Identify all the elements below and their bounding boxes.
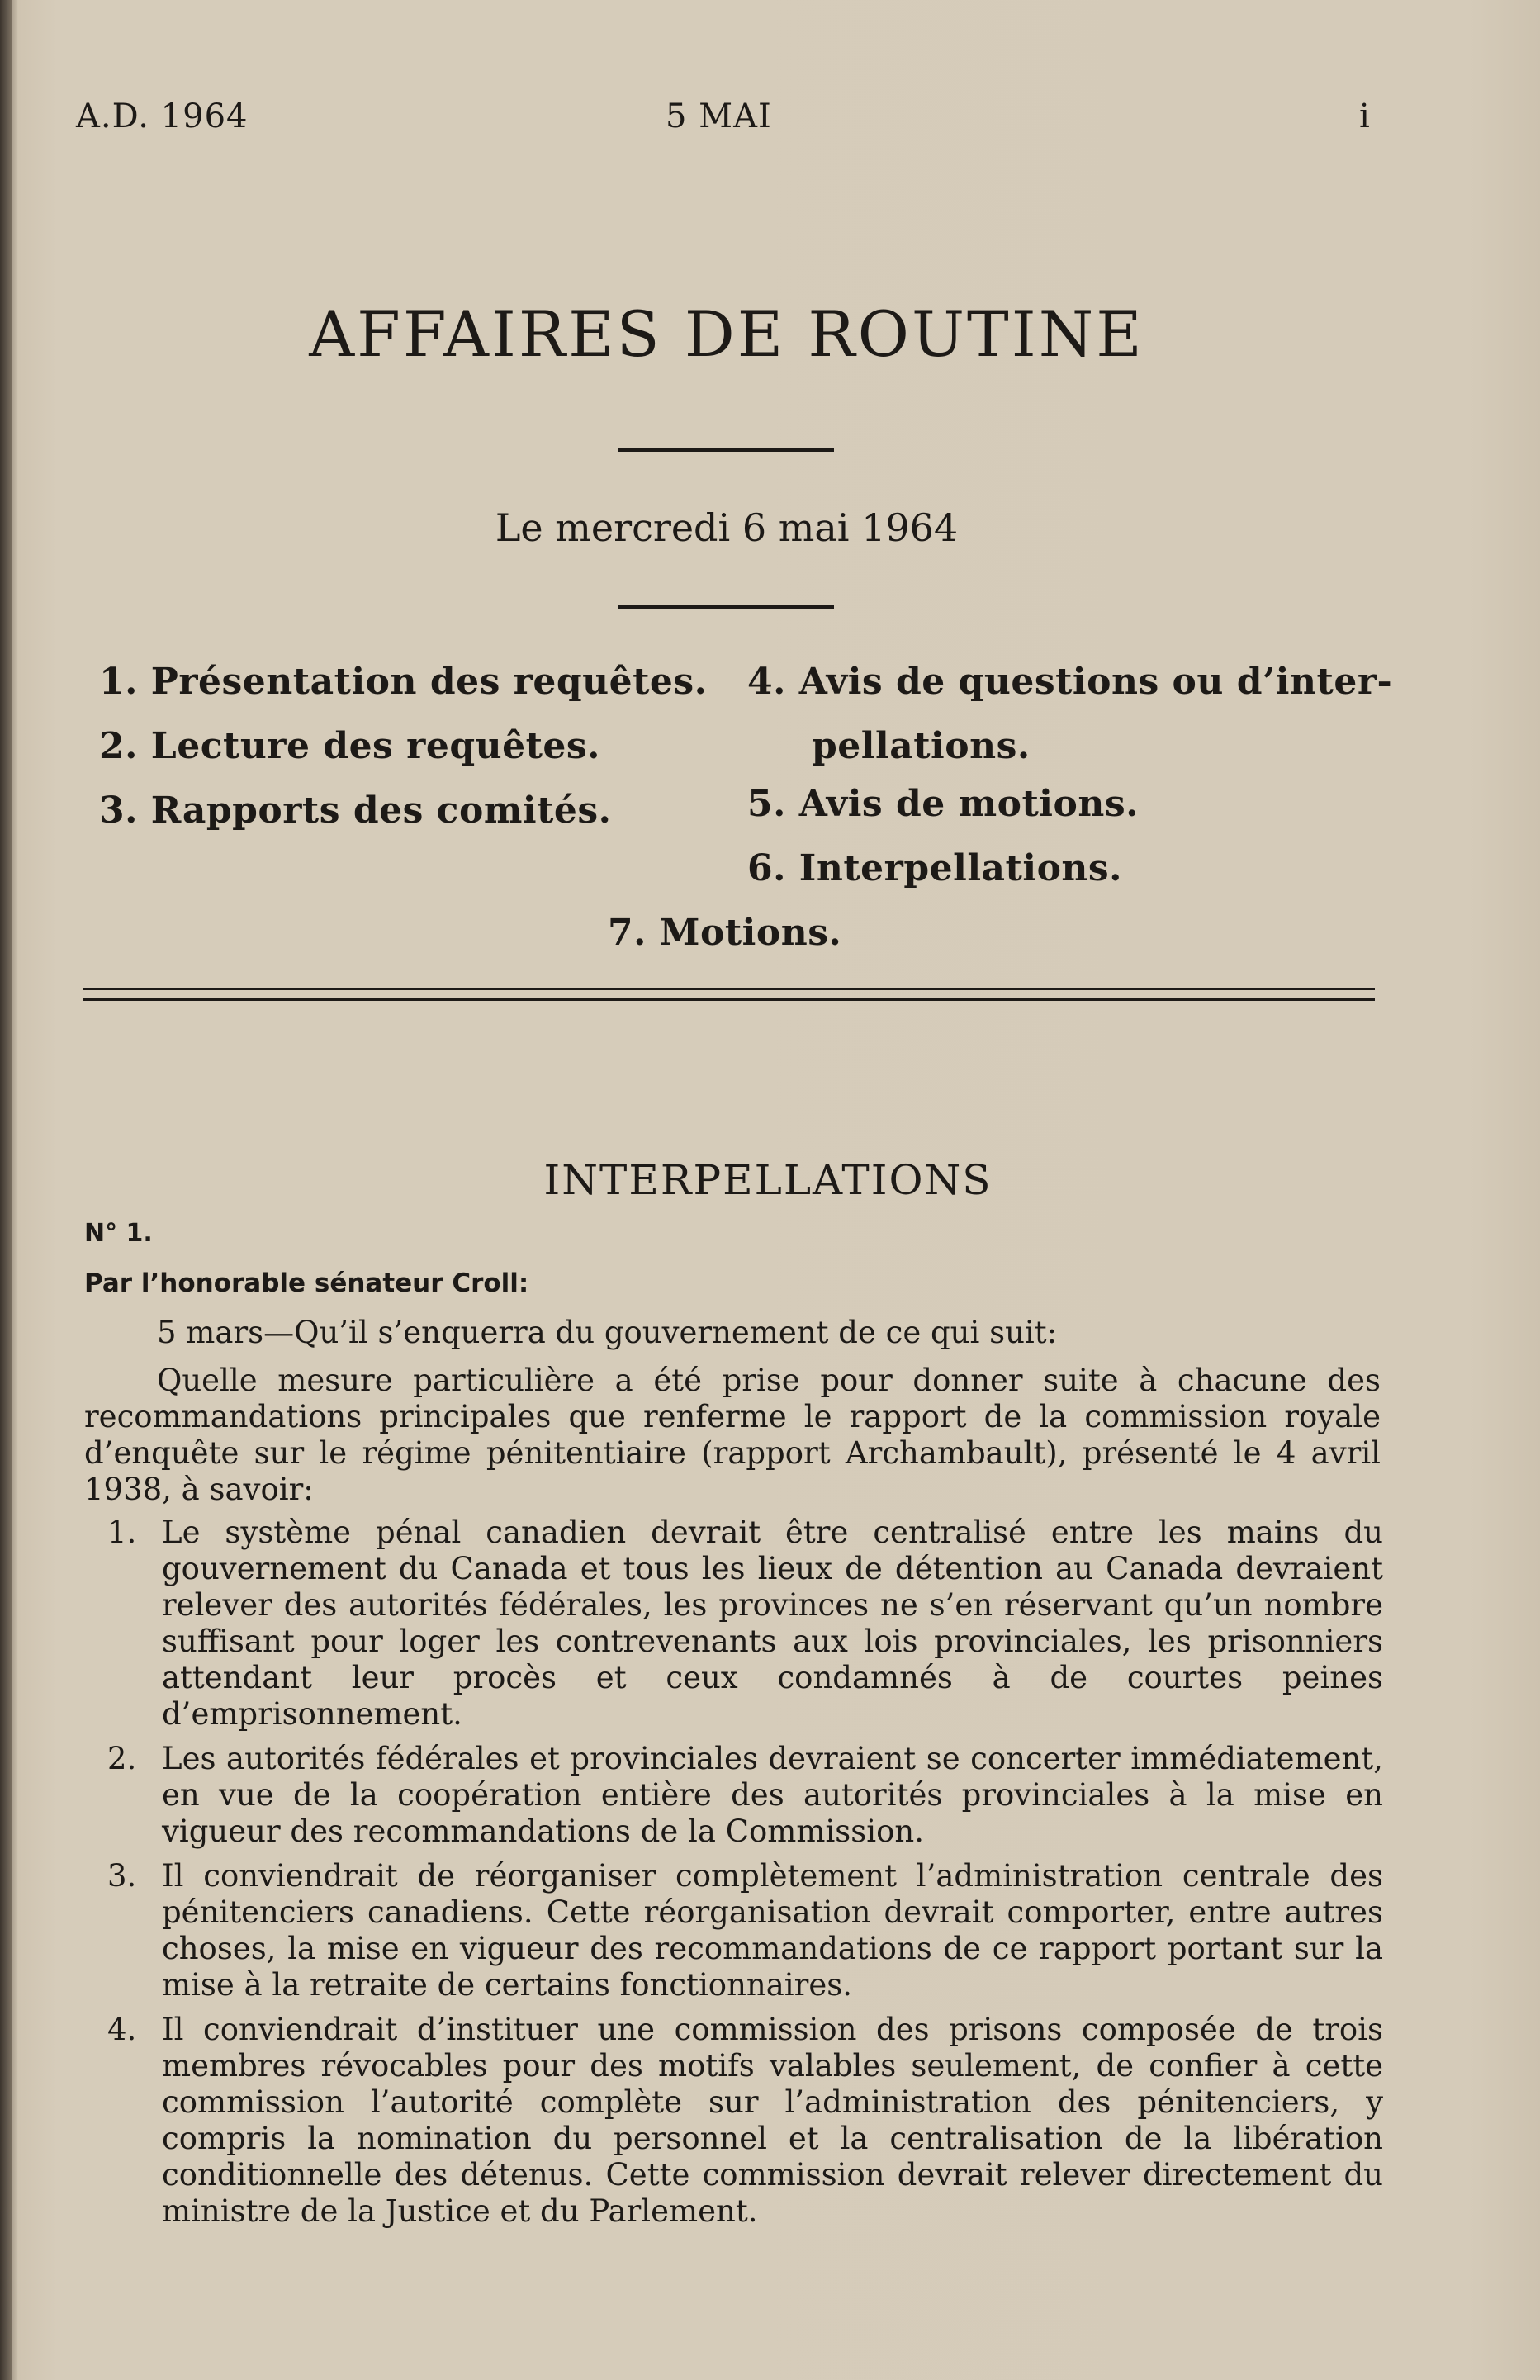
running-head-year: A.D. 1964 (76, 97, 249, 135)
recommendation-item (107, 2012, 1383, 2230)
order-item-label: Lecture des requêtes. (150, 725, 600, 767)
order-item (608, 912, 841, 954)
page-number: i (1359, 97, 1371, 135)
recommendation-number: 4. (107, 2012, 137, 2047)
recommendation-text: Le système pénal canadien devrait être centralisé entre les mains du gouvernement du Canada et tous les lieux de détention au Canada devraient relever des autorités fédérales, les provinces ne s’en réservant qu’un nombre suffisant pour loger les contrevenants aux lois provinciales, les prisonniers attendant leur procès et ceux condamnés à de courtes peines d’emprisonnement. (162, 1515, 1383, 1732)
question-intro: 5 mars—Qu’il s’enquerra du gouvernement de ce qui suit: (157, 1315, 1058, 1350)
order-item-number: 7. (608, 912, 647, 954)
sitting-date: Le mercredi 6 mai 1964 (495, 505, 959, 550)
order-item-number: 5. (747, 783, 786, 825)
order-item (747, 661, 1392, 703)
recommendation-text: Les autorités fédérales et provinciales devraient se concerter immédiatement, en vue de la coopération entière des autorités provinciales à la mise en vigueur des recommandations de la Commission. (162, 1741, 1383, 1849)
recommendation-text: Il conviendrait de réorganiser complètement l’administration centrale des pénitenciers canadiens. Cette réorganisation devrait comporter, entre autres choses, la mise en vigueur des recommandations de ce rapport portant sur la mise à la retraite de certains fonctionnaires. (162, 1858, 1383, 2003)
divider-rule (618, 448, 834, 452)
order-item (99, 725, 600, 767)
order-item-label: Présentation des requêtes. (150, 661, 708, 703)
order-item-label: Interpellations. (798, 847, 1123, 889)
recommendation-item (107, 1515, 1383, 1733)
recommendation-number: 1. (107, 1515, 137, 1550)
order-item-label: Avis de motions. (798, 783, 1139, 825)
question-lead-paragraph: Quelle mesure particulière a été prise pour donner suite à chacune des recommandations principales que renferme le rapport de la commission royale d’enquête sur le régime pénitentiaire (rapport Archambault), présenté le 4 avril 1938, à savoir: (84, 1363, 1381, 1507)
running-head-date: 5 MAI (666, 97, 772, 135)
order-item (747, 847, 1122, 889)
order-item-label: Rapports des comités. (150, 789, 612, 832)
order-item-number: 2. (99, 725, 138, 767)
recommendation-text: Il conviendrait d’instituer une commission des prisons composée de trois membres révocables pour des motifs valables seulement, de confier à cette commission l’autorité complète sur l’administration des pénitenciers, y compris la nomination du personnel et la centralisation de la libération conditionnelle des détenus. Cette commission devrait relever directement du ministre de la Justice et du Parlement. (162, 2012, 1383, 2229)
order-item-number: 6. (747, 847, 786, 889)
recommendation-item (107, 1741, 1383, 1850)
order-item (99, 661, 708, 703)
recommendation-number: 3. (107, 1858, 137, 1894)
double-divider-rule (83, 988, 1375, 1001)
recommendation-number: 2. (107, 1741, 137, 1776)
order-item-continuation: pellations. (812, 725, 1031, 767)
question-number: N° 1. (84, 1219, 153, 1248)
section-heading: INTERPELLATIONS (543, 1156, 993, 1204)
question-author: Par l’honorable sénateur Croll: (84, 1268, 529, 1298)
divider-rule (618, 605, 834, 609)
order-item (99, 789, 612, 832)
order-item-label: Motions. (659, 912, 842, 954)
order-item-number: 1. (99, 661, 138, 703)
order-item (747, 783, 1139, 825)
order-item-number: 4. (747, 661, 786, 703)
recommendation-item (107, 1858, 1383, 2003)
page-title: AFFAIRES DE ROUTINE (309, 297, 1144, 371)
order-item-label: Avis de questions ou d’inter- (798, 661, 1393, 703)
order-item-number: 3. (99, 789, 138, 832)
